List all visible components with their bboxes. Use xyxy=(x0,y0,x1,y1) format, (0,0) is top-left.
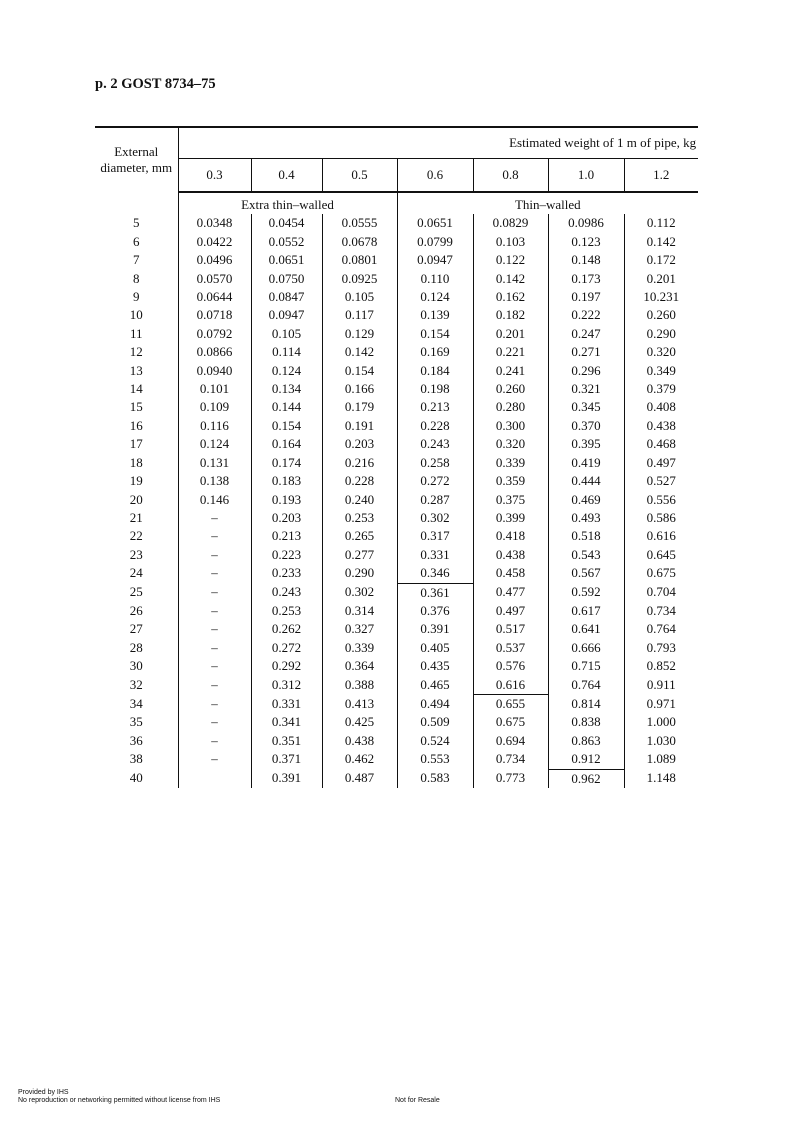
weight-cell: 0.146 xyxy=(199,491,230,507)
weight-cell: 0.201 xyxy=(624,270,698,288)
weight-cell: 0.537 xyxy=(473,639,548,657)
weight-cell: 0.346 xyxy=(397,564,473,583)
weight-cell: – xyxy=(211,732,218,748)
weight-cell: 0.164 xyxy=(251,435,322,453)
diameter-cell: 9 xyxy=(95,288,178,306)
weight-cell: 0.438 xyxy=(624,417,698,435)
table-row xyxy=(95,417,698,435)
weight-cell: 0.364 xyxy=(322,657,397,675)
weight-cell: 0.399 xyxy=(473,509,548,527)
weight-cell: 0.213 xyxy=(251,527,322,545)
weight-cell: 0.144 xyxy=(251,398,322,416)
weight-cell: 0.327 xyxy=(322,620,397,638)
diameter-cell: 10 xyxy=(95,306,178,324)
weight-cell: 0.576 xyxy=(473,657,548,675)
weight-cell: 0.556 xyxy=(624,491,698,509)
diameter-cell: 6 xyxy=(95,233,178,251)
weight-cell: 0.675 xyxy=(624,564,698,583)
weight-cell: 0.331 xyxy=(251,694,322,713)
table-row xyxy=(95,398,698,416)
diameter-cell: 21 xyxy=(95,509,178,527)
weight-cell: – xyxy=(211,528,218,544)
weight-cell: 0.142 xyxy=(322,343,397,361)
weight-cell: 0.228 xyxy=(397,417,473,435)
weight-cell: 0.438 xyxy=(322,732,397,750)
weight-cell: 0.253 xyxy=(322,509,397,527)
diameter-cell: 36 xyxy=(95,732,178,750)
weight-cell: 0.912 xyxy=(548,750,624,769)
diameter-cell: 14 xyxy=(95,380,178,398)
weight-cell: 0.0986 xyxy=(548,214,624,232)
weight-cell: 0.134 xyxy=(251,380,322,398)
weight-cell: 0.317 xyxy=(397,527,473,545)
weight-cell: 0.290 xyxy=(624,325,698,343)
weight-cell: 0.468 xyxy=(624,435,698,453)
table-row xyxy=(95,676,698,695)
weight-cell: 0.222 xyxy=(548,306,624,324)
weight-cell: 0.287 xyxy=(397,491,473,509)
weight-cell: 0.172 xyxy=(624,251,698,269)
weight-cell: 0.773 xyxy=(473,769,548,788)
weight-cell: 0.852 xyxy=(624,657,698,675)
weight-cell: 0.971 xyxy=(624,694,698,713)
weight-cell: 0.962 xyxy=(548,769,624,788)
weight-cell: 0.0552 xyxy=(251,233,322,251)
weight-cell: 0.292 xyxy=(251,657,322,675)
weight-cell: 0.139 xyxy=(397,306,473,324)
table-row xyxy=(95,750,698,769)
diameter-cell: 40 xyxy=(95,769,178,788)
table-row xyxy=(95,214,698,232)
weight-cell: 0.216 xyxy=(322,454,397,472)
table-row xyxy=(95,657,698,675)
footer-provider xyxy=(18,1089,220,1105)
thickness-header: 0.3 xyxy=(178,159,251,193)
weight-cell: 0.419 xyxy=(548,454,624,472)
table-row xyxy=(95,620,698,638)
weight-cell: 0.331 xyxy=(397,546,473,564)
weight-cell: 0.233 xyxy=(251,564,322,583)
weight-cell: 0.704 xyxy=(624,583,698,602)
weight-cell: 0.179 xyxy=(322,398,397,416)
weight-cell: 0.191 xyxy=(322,417,397,435)
weight-cell: 0.228 xyxy=(322,472,397,490)
weight-cell: 0.277 xyxy=(322,546,397,564)
weight-cell: 0.493 xyxy=(548,509,624,527)
weight-cell: 0.435 xyxy=(397,657,473,675)
weight-cell: – xyxy=(211,565,218,581)
weight-cell: 0.0651 xyxy=(251,251,322,269)
weight-cell: 0.462 xyxy=(322,750,397,769)
diameter-cell: 27 xyxy=(95,620,178,638)
weight-cell: 0.321 xyxy=(548,380,624,398)
weight-cell: 0.0847 xyxy=(251,288,322,306)
weight-cell: 0.122 xyxy=(473,251,548,269)
weight-cell: 0.154 xyxy=(397,325,473,343)
diameter-cell: 25 xyxy=(95,583,178,602)
weight-cell: 0.376 xyxy=(397,602,473,620)
thickness-header: 0.5 xyxy=(322,159,397,193)
weight-cell: 0.203 xyxy=(322,435,397,453)
table-row xyxy=(95,380,698,398)
weight-cell: 0.465 xyxy=(397,676,473,695)
weight-cell: 0.213 xyxy=(397,398,473,416)
weight-cell: 0.494 xyxy=(397,694,473,713)
weight-cell: 0.0799 xyxy=(397,233,473,251)
weight-cell: 0.371 xyxy=(251,750,322,769)
weight-cell: 0.243 xyxy=(251,583,322,602)
weight-cell: 0.911 xyxy=(624,676,698,695)
weight-cell: 0.123 xyxy=(548,233,624,251)
weight-cell: 0.302 xyxy=(397,509,473,527)
diameter-cell: 28 xyxy=(95,639,178,657)
table-row xyxy=(95,732,698,750)
weight-cell: 0.114 xyxy=(251,343,322,361)
weight-cell: 0.497 xyxy=(624,454,698,472)
table-row xyxy=(95,509,698,527)
weight-cell: 1.148 xyxy=(624,769,698,788)
weight-cell: 0.694 xyxy=(473,732,548,750)
weight-cell: 0.197 xyxy=(548,288,624,306)
weight-cell: 0.260 xyxy=(473,380,548,398)
group-label-thin: Thin–walled xyxy=(397,192,698,214)
table-row xyxy=(95,769,698,788)
weight-cell: 0.567 xyxy=(548,564,624,583)
diameter-cell: 8 xyxy=(95,270,178,288)
weight-cell: 0.425 xyxy=(322,713,397,731)
weight-cell: 0.253 xyxy=(251,602,322,620)
weight-cell: 0.272 xyxy=(397,472,473,490)
weight-cell: 0.0555 xyxy=(322,214,397,232)
group-label-extra-thin: Extra thin–walled xyxy=(241,197,334,212)
weight-cell: 0.0866 xyxy=(196,344,233,360)
weight-cell: 0.112 xyxy=(624,214,698,232)
weight-cell: 0.838 xyxy=(548,713,624,731)
weight-cell: 0.0829 xyxy=(473,214,548,232)
weight-cell: 0.183 xyxy=(251,472,322,490)
weight-cell: 1.030 xyxy=(624,732,698,750)
weight-cell: 0.351 xyxy=(251,732,322,750)
footer-provided: Provided by IHS xyxy=(18,1089,69,1096)
weight-cell: 0.101 xyxy=(199,381,230,397)
weight-cell: 0.764 xyxy=(624,620,698,638)
pipe-weight-table xyxy=(95,126,698,788)
weight-cell: 0.198 xyxy=(397,380,473,398)
weight-cell: 0.361 xyxy=(397,583,473,602)
footer-resale: Not for Resale xyxy=(395,1097,440,1104)
weight-cell: 0.583 xyxy=(397,769,473,788)
table-row xyxy=(95,233,698,251)
weight-cell: 0.458 xyxy=(473,564,548,583)
weight-cell: 1.089 xyxy=(624,750,698,769)
weight-cell: 0.814 xyxy=(548,694,624,713)
table-row xyxy=(95,583,698,602)
weight-cell: 0.666 xyxy=(548,639,624,657)
diameter-cell: 22 xyxy=(95,527,178,545)
weight-cell: 0.201 xyxy=(473,325,548,343)
weight-cell: 0.241 xyxy=(473,362,548,380)
weight-cell: 0.142 xyxy=(624,233,698,251)
weight-cell xyxy=(178,769,251,788)
weight-cell: 0.764 xyxy=(548,676,624,695)
weight-cell: 0.0940 xyxy=(196,362,233,378)
weight-cell: 0.162 xyxy=(473,288,548,306)
weight-cell: 0.339 xyxy=(322,639,397,657)
weight-cell: 0.592 xyxy=(548,583,624,602)
weight-cell: 0.0348 xyxy=(196,215,233,231)
weight-cell: 0.314 xyxy=(322,602,397,620)
weight-cell: 0.203 xyxy=(251,509,322,527)
weight-cell: 0.0644 xyxy=(196,289,233,305)
diameter-cell: 20 xyxy=(95,491,178,509)
weight-cell: 0.0454 xyxy=(251,214,322,232)
weight-cell: 0.418 xyxy=(473,527,548,545)
table-row xyxy=(95,472,698,490)
footer-license: No reproduction or networking permitted without license from IHS xyxy=(18,1097,221,1104)
weight-cell: – xyxy=(211,602,218,618)
weight-cell: 0.138 xyxy=(199,473,230,489)
weight-cell: 0.105 xyxy=(251,325,322,343)
table-row xyxy=(95,435,698,453)
diameter-cell: 19 xyxy=(95,472,178,490)
weight-cell: 0.240 xyxy=(322,491,397,509)
weight-cell: 0.193 xyxy=(251,491,322,509)
weight-cell: 0.675 xyxy=(473,713,548,731)
table-row xyxy=(95,694,698,713)
table-row xyxy=(95,602,698,620)
thickness-header: 1.2 xyxy=(624,159,698,193)
weight-cell: 0.405 xyxy=(397,639,473,657)
diameter-cell: 13 xyxy=(95,362,178,380)
weight-cell: 0.0925 xyxy=(322,270,397,288)
weight-cell: 0.0947 xyxy=(251,306,322,324)
weight-cell: 0.129 xyxy=(322,325,397,343)
weight-cell: 0.616 xyxy=(624,527,698,545)
weight-cell: 0.0801 xyxy=(322,251,397,269)
diameter-cell: 5 xyxy=(95,214,178,232)
weight-cell: 0.391 xyxy=(397,620,473,638)
weight-cell: 0.497 xyxy=(473,602,548,620)
weight-cell: 0.221 xyxy=(473,343,548,361)
table-row xyxy=(95,527,698,545)
weight-cell: 0.148 xyxy=(548,251,624,269)
diameter-cell: 18 xyxy=(95,454,178,472)
weight-cell: 0.527 xyxy=(624,472,698,490)
diameter-cell: 35 xyxy=(95,713,178,731)
diameter-cell: 24 xyxy=(95,564,178,583)
table-body xyxy=(95,192,698,788)
diameter-cell: 34 xyxy=(95,694,178,713)
diameter-cell: 7 xyxy=(95,251,178,269)
weight-cell: 0.408 xyxy=(624,398,698,416)
weight-cell: 0.345 xyxy=(548,398,624,416)
weight-cell: 0.280 xyxy=(473,398,548,416)
weight-cell: 0.302 xyxy=(322,583,397,602)
weight-cell: 0.379 xyxy=(624,380,698,398)
weight-cell: 0.509 xyxy=(397,713,473,731)
weight-cell: 1.000 xyxy=(624,713,698,731)
weight-cell: 0.370 xyxy=(548,417,624,435)
weight-cell: 0.375 xyxy=(473,491,548,509)
weight-cell: 0.793 xyxy=(624,639,698,657)
weight-cell: 0.543 xyxy=(548,546,624,564)
weight-cell: 0.142 xyxy=(473,270,548,288)
weight-cell: 0.524 xyxy=(397,732,473,750)
weight-cell: – xyxy=(211,584,218,600)
weight-cell: 0.110 xyxy=(397,270,473,288)
table-row xyxy=(95,491,698,509)
weight-cell: 0.124 xyxy=(199,436,230,452)
table-row xyxy=(95,713,698,731)
weight-cell: 0.617 xyxy=(548,602,624,620)
weight-cell: 0.734 xyxy=(624,602,698,620)
weight-cell: 0.477 xyxy=(473,583,548,602)
table-row xyxy=(95,325,698,343)
diameter-cell: 15 xyxy=(95,398,178,416)
weight-cell: 0.124 xyxy=(397,288,473,306)
weight-cell: 0.645 xyxy=(624,546,698,564)
weight-cell: – xyxy=(211,751,218,767)
weight-cell: 0.518 xyxy=(548,527,624,545)
weight-cell: 0.265 xyxy=(322,527,397,545)
table-row xyxy=(95,288,698,306)
diameter-cell: 32 xyxy=(95,676,178,695)
weight-cell: 0.734 xyxy=(473,750,548,769)
weight-cell: 0.169 xyxy=(397,343,473,361)
weight-cell: 0.641 xyxy=(548,620,624,638)
weight-cell: 0.444 xyxy=(548,472,624,490)
weight-span-header: Estimated weight of 1 m of pipe, kg xyxy=(178,127,698,159)
external-diameter-header: External diameter, mm xyxy=(95,127,178,192)
weight-cell: 0.0718 xyxy=(196,307,233,323)
weight-cell: 0.109 xyxy=(199,399,230,415)
weight-cell: 0.586 xyxy=(624,509,698,527)
weight-cell: 0.300 xyxy=(473,417,548,435)
weight-cell: 0.262 xyxy=(251,620,322,638)
weight-cell: 0.320 xyxy=(473,435,548,453)
table-row xyxy=(95,270,698,288)
weight-cell: 0.438 xyxy=(473,546,548,564)
weight-cell: 0.469 xyxy=(548,491,624,509)
thickness-header: 0.8 xyxy=(473,159,548,193)
page-title: p. 2 GOST 8734–75 xyxy=(95,76,216,92)
table-row xyxy=(95,251,698,269)
weight-cell: 0.182 xyxy=(473,306,548,324)
weight-cell: 0.863 xyxy=(548,732,624,750)
weight-cell: 0.0496 xyxy=(196,252,233,268)
weight-cell: – xyxy=(211,621,218,637)
weight-cell: 0.184 xyxy=(397,362,473,380)
weight-cell: 0.103 xyxy=(473,233,548,251)
weight-cell: 0.487 xyxy=(322,769,397,788)
weight-cell: 0.715 xyxy=(548,657,624,675)
weight-cell: 0.117 xyxy=(322,306,397,324)
weight-cell: 0.105 xyxy=(322,288,397,306)
weight-cell: 0.0651 xyxy=(397,214,473,232)
weight-cell: – xyxy=(211,639,218,655)
weight-cell: 0.272 xyxy=(251,639,322,657)
weight-cell: 0.116 xyxy=(200,417,229,433)
diameter-cell: 11 xyxy=(95,325,178,343)
weight-cell: – xyxy=(211,509,218,525)
weight-cell: – xyxy=(211,714,218,730)
weight-cell: 0.166 xyxy=(322,380,397,398)
weight-cell: 0.0750 xyxy=(251,270,322,288)
weight-cell: 0.223 xyxy=(251,546,322,564)
weight-cell: 0.413 xyxy=(322,694,397,713)
group-row xyxy=(95,192,698,214)
weight-cell: 0.320 xyxy=(624,343,698,361)
weight-cell: – xyxy=(211,676,218,692)
weight-cell: 0.243 xyxy=(397,435,473,453)
table-row xyxy=(95,306,698,324)
weight-cell: 0.341 xyxy=(251,713,322,731)
weight-cell: 0.339 xyxy=(473,454,548,472)
weight-cell: 0.131 xyxy=(199,454,230,470)
weight-cell: 0.391 xyxy=(251,769,322,788)
table-row xyxy=(95,639,698,657)
weight-cell: 0.0792 xyxy=(196,325,233,341)
weight-cell: 0.0422 xyxy=(196,233,233,249)
table-row xyxy=(95,454,698,472)
weight-cell: 0.616 xyxy=(473,676,548,695)
weight-cell: 10.231 xyxy=(624,288,698,306)
weight-cell: 0.247 xyxy=(548,325,624,343)
weight-cell: 0.154 xyxy=(251,417,322,435)
weight-cell: – xyxy=(211,695,218,711)
weight-cell: 0.312 xyxy=(251,676,322,695)
weight-cell: 0.359 xyxy=(473,472,548,490)
weight-cell: 0.124 xyxy=(251,362,322,380)
diameter-cell: 38 xyxy=(95,750,178,769)
weight-cell: 0.553 xyxy=(397,750,473,769)
weight-cell: 0.173 xyxy=(548,270,624,288)
weight-cell: 0.655 xyxy=(473,694,548,713)
weight-cell: 0.174 xyxy=(251,454,322,472)
diameter-cell: 26 xyxy=(95,602,178,620)
weight-cell: 0.0678 xyxy=(322,233,397,251)
diameter-cell: 16 xyxy=(95,417,178,435)
weight-cell: 0.296 xyxy=(548,362,624,380)
table-row xyxy=(95,546,698,564)
weight-cell: 0.349 xyxy=(624,362,698,380)
weight-cell: – xyxy=(211,658,218,674)
weight-cell: 0.395 xyxy=(548,435,624,453)
weight-cell: 0.0570 xyxy=(196,270,233,286)
thickness-header: 1.0 xyxy=(548,159,624,193)
table-row xyxy=(95,564,698,583)
diameter-cell: 30 xyxy=(95,657,178,675)
diameter-cell: 12 xyxy=(95,343,178,361)
weight-cell: 0.271 xyxy=(548,343,624,361)
weight-cell: 0.0947 xyxy=(397,251,473,269)
weight-cell: 0.258 xyxy=(397,454,473,472)
diameter-cell: 23 xyxy=(95,546,178,564)
weight-cell: 0.154 xyxy=(322,362,397,380)
weight-cell: 0.290 xyxy=(322,564,397,583)
weight-cell: 0.260 xyxy=(624,306,698,324)
thickness-header: 0.6 xyxy=(397,159,473,193)
thickness-header: 0.4 xyxy=(251,159,322,193)
diameter-cell: 17 xyxy=(95,435,178,453)
table-row xyxy=(95,362,698,380)
weight-cell: – xyxy=(211,546,218,562)
table-row xyxy=(95,343,698,361)
weight-cell: 0.388 xyxy=(322,676,397,695)
weight-cell: 0.517 xyxy=(473,620,548,638)
